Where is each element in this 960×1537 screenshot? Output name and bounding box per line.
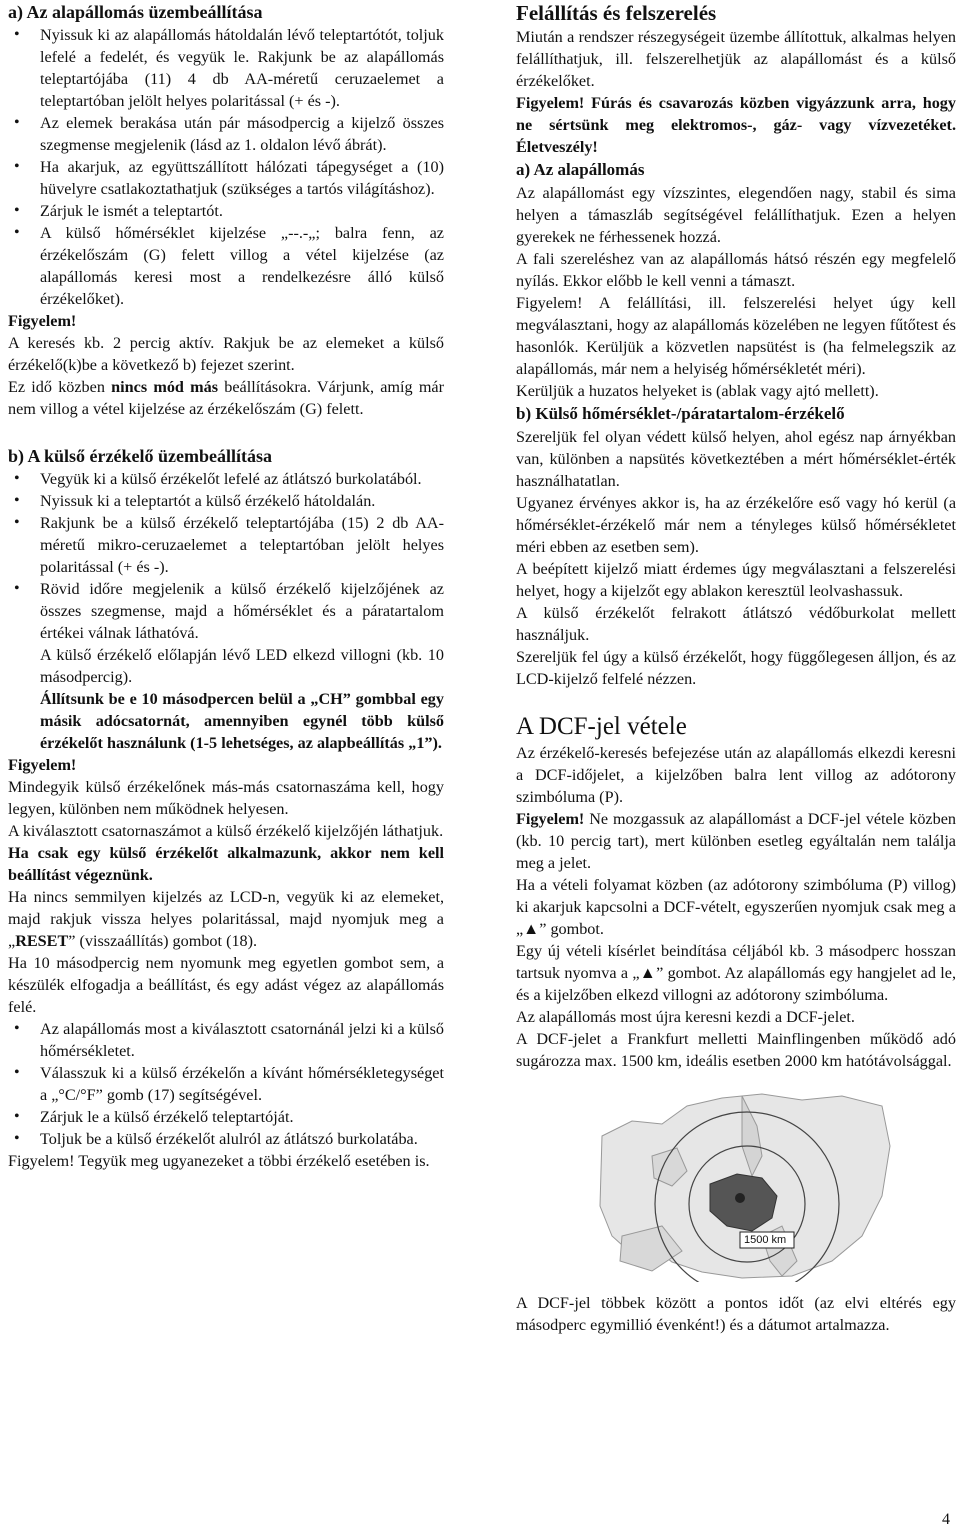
list-item: • Zárjuk le ismét a teleptartót. — [8, 200, 444, 222]
paragraph: A külső érzékelőt felrakott átlátszó védőburkolat mellett használjuk. — [516, 604, 956, 644]
right-column — [516, 0, 956, 1336]
warning-label: Figyelem! — [8, 756, 77, 774]
list-item: • Rakjunk be a külső érzékelő teleptartójába (15) 2 db AA-méretű mikro-ceruzaelemet a teleptartóban jelölt helyes polaritással (+ és -). — [8, 512, 444, 578]
paragraph: Szereljük fel úgy a külső érzékelőt, hogy függőlegesen álljon, és az LCD-kijelző felfelé nézzen. — [516, 648, 956, 688]
paragraph: Ha nincs semmilyen kijelzés az LCD-n, vegyük ki az elemeket, majd rakjuk vissza helyes polaritással, majd nyomjuk meg a „RESET” (visszaállítás) gombot (18). — [8, 888, 444, 950]
paragraph: Figyelem! A felállítási, ill. felszerelési helyet úgy kell megválasztani, hogy az alapállomás közelében ne legyen fűtőtest és hasonlók. Kerüljük a közvetlen napsütést is (ha felmelegszik az alapállomás, már nem a helyiség hőmérsékletét méri). — [516, 294, 956, 378]
paragraph: A külső érzékelő előlapján lévő LED elkezd villogni (kb. 10 másodpercig). — [40, 646, 444, 686]
paragraph: A DCF-jelet a Frankfurt melletti Mainflingenben működő adó sugározza max. 1500 km, ideális esetben 2000 km hatótávolsággal. — [516, 1030, 956, 1070]
list-item: • Az elemek berakása után pár másodpercig a kijelző összes szegmense megjelenik (lásd az 1. oldalon lévő ábrát). — [8, 112, 444, 156]
bold-instruction: Állítsunk be e 10 másodpercen belül a „CH” gombbal egy másik adócsatornát, amennyiben egynél több külső érzékelőt használunk (1-5 lehetséges, az alapbeállítás „1”). — [40, 690, 444, 752]
paragraph: Az alapállomást egy vízszintes, elegendően nagy, stabil és sima helyen a támaszláb segítségével felállíthatjuk. Ezen a helyen gyerekek ne férhessenek hozzá. — [516, 184, 956, 246]
list-item: • Az alapállomás most a kiválasztott csatornánál jelzi ki a külső hőmérsékletet. — [8, 1018, 444, 1062]
setup-title: Felállítás és felszerelés — [516, 1, 717, 25]
dcf-title: A DCF-jel vétele — [516, 713, 687, 740]
list-item: • Toljuk be a külső érzékelőt alulról az átlátszó burkolatába. — [8, 1128, 444, 1150]
paragraph: Szereljük fel olyan védett külső helyen, ahol egész nap árnyékban van, különben a napsütés következtében a mért hőmérséklet-érték használhatatlan. — [516, 428, 956, 490]
paragraph: Figyelem! Tegyük meg ugyanezeket a többi érzékelő esetében is. — [8, 1152, 430, 1170]
list-item: • Zárjuk le a külső érzékelő teleptartóját. — [8, 1106, 444, 1128]
paragraph: Mindegyik külső érzékelőnek más-más csatornaszáma kell, hogy legyen, különben nem működnek helyesen. — [8, 778, 444, 818]
list-item: • A külső hőmérséklet kijelzése „--.-„; balra fenn, az érzékelőszám (G) felett villog a vétel kijelzése (az alapállomás keresi most a rendelkezésre álló külső érzékelőket). — [8, 222, 444, 310]
paragraph: Ha csak egy külső érzékelőt alkalmazunk, akkor nem kell beállítást végeznünk. — [8, 844, 444, 884]
list-item: • Nyissuk ki az alapállomás hátoldalán lévő teleptartótót, toljuk lefelé a fedelét, és vegyük le. Rakjunk be az alapállomás teleptartójába (11) 4 db AA-méretű ceruzaelemet a teleptartóban jelölt helyes polaritással (+ és -). — [8, 24, 444, 112]
paragraph: Az alapállomás most újra keresni kezdi a DCF-jelet. — [516, 1008, 855, 1026]
paragraph: A DCF-jel többek között a pontos időt (az elvi eltérés egy másodperc egymillió évenként!) és a dátumot artalmazza. — [516, 1294, 956, 1334]
left-column — [8, 0, 444, 1172]
section-b-list-2 — [8, 1018, 444, 1150]
list-item: • Nyissuk ki a teleptartót a külső érzékelő hátoldalán. — [8, 490, 444, 512]
paragraph: A keresés kb. 2 percig aktív. Rakjuk be az elemeket a külső érzékelő(k)be a következő b) fejezet szerint. — [8, 334, 444, 374]
subsection-b-title: b) Külső hőmérséklet-/páratartalom-érzékelő — [516, 404, 845, 423]
list-item: • Ha akarjuk, az együttszállított hálózati tápegységet a (10) hüvelyre csatlakoztathatjuk (szükséges a tartós világításhoz). — [8, 156, 444, 200]
section-a-list — [8, 24, 444, 310]
paragraph: Kerüljük a huzatos helyeket is (ablak vagy ajtó mellett). — [516, 382, 879, 400]
list-item: • Rövid időre megjelenik a külső érzékelő kijelzőjének az összes szegmense, majd a hőmérséklet és a páratartalom értékei válnak láthatóvá. — [8, 578, 444, 644]
section-b-title: b) A külső érzékelő üzembeállítása — [8, 446, 272, 466]
paragraph: Ha a vételi folyamat közben (az adótorony szimbóluma (P) villog) ki akarjuk kapcsolni a DCF-vételt, egyszerűen nyomjuk csak meg a „▲” gombot. — [516, 876, 956, 938]
europe-map — [592, 1086, 892, 1282]
subsection-a-title: a) Az alapállomás — [516, 160, 645, 179]
paragraph: Egy új vételi kísérlet beindítása céljából kb. 3 másodperc hosszan tartsuk nyomva a „▲” gombot. Az alapállomás egy hangjelet ad le, és a kijelzőben elkezd villogni az adótorony szimbóluma. — [516, 942, 956, 1004]
map-label: 1500 km — [744, 1234, 787, 1246]
paragraph: Miután a rendszer részegységeit üzembe állítottuk, alkalmas helyen felállíthatjuk, ill. felszerelhetjük az alapállomást és a külső érzékelőket. — [516, 28, 956, 90]
paragraph: A beépített kijelző miatt érdemes úgy megválasztani a felszerelési helyet, hogy a kijelzőt egy ablakon keresztül leolvashassuk. — [516, 560, 956, 600]
paragraph: Ez idő közben nincs mód más beállításokra. Várjunk, amíg már nem villog a vétel kijelzése az érzékelőszám (G) felett. — [8, 378, 444, 418]
warning: Figyelem! Fúrás és csavarozás közben vigyázzunk arra, hogy ne sértsünk meg elektromos-, gáz- vagy vízvezetéket. Életveszély! — [516, 94, 956, 156]
paragraph: Figyelem! Ne mozgassuk az alapállomást a DCF-jel vétele közben (kb. 10 percig tart), mert különben esetleg egyáltalán nem találja meg a jelet. — [516, 810, 956, 872]
list-item: • Válasszuk ki a külső érzékelőn a kívánt hőmérsékletegységet a „°C/°F” gomb (17) segítségével. — [8, 1062, 444, 1106]
section-b-list — [8, 468, 444, 644]
section-a-title: a) Az alapállomás üzembeállítása — [8, 2, 263, 22]
paragraph: A kiválasztott csatornaszámot a külső érzékelő kijelzőjén láthatjuk. — [8, 822, 444, 840]
list-item: • Vegyük ki a külső érzékelőt lefelé az átlátszó burkolatából. — [8, 468, 444, 490]
paragraph: Ha 10 másodpercig nem nyomunk meg egyetlen gombot sem, a készülék elfogadja a beállítást, és egy adást végez az alapállomás felé. — [8, 954, 444, 1016]
europe-map-icon — [592, 1086, 892, 1282]
paragraph: Az érzékelő-keresés befejezése után az alapállomás elkezdi keresni a DCF-időjelet, a kijelzőben balra lent villog az adótorony szimbóluma (P). — [516, 744, 956, 806]
paragraph: Ugyanez érvényes akkor is, ha az érzékelőre eső vagy hó kerül (a hőmérséklet-érzékelő már nem a tényleges külső hőmérsékletet méri ebben az esetben sem). — [516, 494, 956, 556]
paragraph: A fali szereléshez van az alapállomás hátsó részén egy megfelelő nyílás. Ekkor előbb le kell venni a támaszt. — [516, 250, 956, 290]
warning-label: Figyelem! — [8, 312, 77, 330]
page-number: 4 — [942, 1511, 950, 1528]
